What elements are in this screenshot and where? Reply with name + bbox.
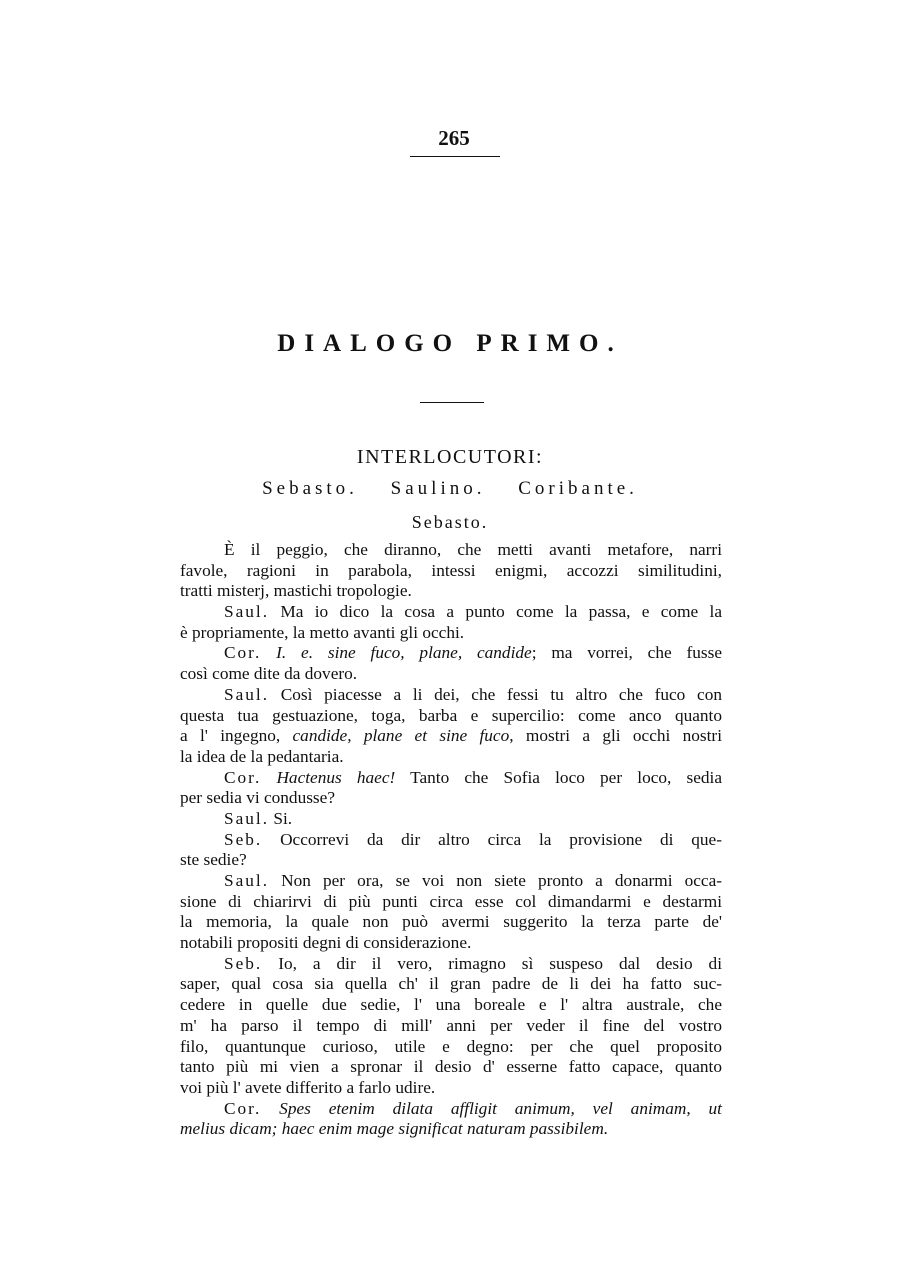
- latin-phrase: I. e. sine fuco, plane, candide: [276, 643, 532, 663]
- line-text: così come dite da dovero.: [180, 664, 358, 684]
- speaker-label: Cor.: [224, 643, 262, 663]
- text-line: [180, 581, 722, 602]
- page-number-rule: [410, 156, 500, 157]
- text-line: [180, 1037, 722, 1058]
- text-line: [180, 892, 722, 913]
- line-text: questa tua gestuazione, toga, barba e supercilio: come anco quanto: [180, 705, 722, 725]
- page-number: 265: [438, 126, 470, 150]
- text-line: [180, 850, 722, 871]
- text-line: [180, 540, 722, 561]
- line-text: è propriamente, la metto avanti gli occhi.: [180, 622, 465, 642]
- text-line: [180, 974, 722, 995]
- text-line: [180, 788, 722, 809]
- line-text: notabili propositi degni di considerazione.: [180, 933, 472, 953]
- latin-phrase: melius dicam; haec enim mage significat naturam passibilem.: [180, 1119, 609, 1139]
- interlocutor-coribante: Coribante.: [518, 478, 638, 499]
- speaker-label: Saul.: [224, 871, 270, 890]
- interlocutor-saulino: Saulino.: [390, 478, 486, 499]
- latin-phrase: candide, plane et sine fuco: [292, 726, 510, 746]
- interlocutors-list: [0, 478, 900, 500]
- text-line: [180, 912, 722, 933]
- line-text: saper, qual cosa sia quella ch' il gran padre de li dei ha fatto suc-: [180, 974, 722, 994]
- speaker-label: Saul.: [224, 684, 270, 704]
- line-text: la memoria, la quale non può avermi suggerito la terza parte de': [180, 912, 722, 932]
- speaker-label: Cor.: [224, 767, 262, 787]
- first-speaker-heading: Sebasto.: [411, 512, 489, 532]
- line-text: È il peggio, che diranno, che metti avanti metafore, narri: [224, 540, 722, 559]
- line-text: Io, a dir il vero, rimagno sì suspeso dal desio di: [262, 953, 722, 973]
- text-line: [180, 830, 722, 851]
- line-text: favole, ragioni in parabola, intessi enigmi, accozzi similitudini,: [180, 560, 722, 580]
- line-text: Non per ora, se voi non siete pronto a donarmi occa-: [269, 871, 722, 890]
- text-line: [180, 1016, 722, 1037]
- line-text: Occorrevi da dir altro circa la provisione di que-: [262, 829, 722, 849]
- text-line: [180, 871, 722, 892]
- text-line: [180, 706, 722, 727]
- line-text: tanto più mi vien a spronar il desio d' esserne fatto capace, quanto: [180, 1057, 722, 1077]
- text-line: [180, 726, 722, 747]
- line-text: Ma io dico la cosa a punto come la passa, e come la: [269, 602, 722, 622]
- latin-phrase: Spes etenim dilata affligit animum, vel animam, ut: [279, 1098, 722, 1118]
- text-line: [180, 561, 722, 582]
- line-text: [261, 1099, 279, 1118]
- text-line: [180, 664, 722, 685]
- line-text: ste sedie?: [180, 850, 247, 870]
- line-text-after: Tanto che Sofia loco per loco, sedia: [395, 767, 723, 787]
- text-line: [180, 1078, 722, 1099]
- text-line: [180, 954, 722, 975]
- line-text: [261, 768, 276, 787]
- text-line: [180, 1099, 722, 1120]
- interlocutor-sebasto: Sebasto.: [262, 478, 358, 499]
- line-text: a l' ingegno,: [180, 726, 293, 746]
- text-line: [180, 1119, 722, 1140]
- interlocutors-heading: INTERLOCUTORI:: [356, 446, 544, 468]
- line-text: Si.: [269, 808, 293, 828]
- text-line: [180, 809, 722, 830]
- line-text: [261, 643, 276, 662]
- line-text: Così piacesse a li dei, che fessi tu altro che fuco con: [269, 684, 722, 704]
- speaker-label: Seb.: [224, 953, 263, 973]
- latin-phrase: Hactenus haec!: [276, 767, 396, 787]
- title-rule: [420, 402, 484, 403]
- text-line: [180, 995, 722, 1016]
- line-text: filo, quantunque curioso, utile e degno: per che quel proposito: [180, 1036, 722, 1056]
- text-line: [180, 685, 722, 706]
- text-line: [180, 747, 722, 768]
- line-text: la idea de la pedantaria.: [180, 746, 344, 766]
- text-line: [180, 933, 722, 954]
- text-line: [180, 602, 722, 623]
- text-line: [180, 643, 722, 664]
- line-text: per sedia vi condusse?: [180, 788, 335, 808]
- speaker-label: Saul.: [224, 602, 270, 622]
- line-text: tratti misterj, mastichi tropologie.: [180, 581, 412, 601]
- text-line: [180, 623, 722, 644]
- speaker-label: Cor.: [224, 1098, 262, 1118]
- line-text: m' ha parso il tempo di mill' anni per veder il fine del vostro: [180, 1015, 722, 1035]
- text-line: [180, 768, 722, 789]
- line-text-after: , mostri a gli occhi nostri: [509, 726, 722, 746]
- speaker-label: Saul.: [224, 808, 270, 828]
- dialogue-title: DIALOGO PRIMO.: [277, 330, 623, 357]
- speaker-label: Seb.: [224, 829, 263, 849]
- line-text: voi più l' avete differito a farlo udire.: [180, 1077, 436, 1097]
- text-line: [180, 1057, 722, 1078]
- line-text: sione di chiarirvi di più punti circa esse col dimandarmi e destarmi: [180, 891, 722, 911]
- line-text: cedere in quelle due sedie, l' una boreale e l' altra australe, che: [180, 995, 722, 1015]
- line-text-after: ; ma vorrei, che fusse: [531, 643, 722, 663]
- dialogue-body: [180, 540, 722, 1140]
